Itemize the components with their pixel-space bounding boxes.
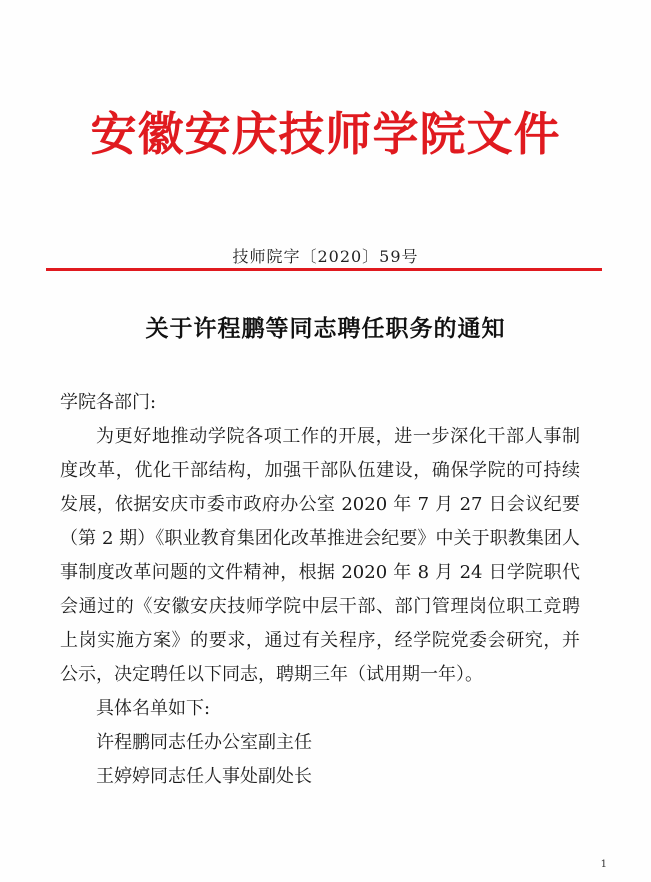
list-intro: 具体名单如下: [96, 698, 211, 719]
document-number: 技师院字〔2020〕59号 [232, 247, 419, 266]
salutation: 学院各部门: [60, 392, 157, 413]
body-paragraph: 为更好地推动学院各项工作的开展，进一步深化干部人事制度改革，优化干部结构，加强干部队伍建设，确保学院的可持续发展，依据安庆市委市政府办公室 2020 年 7 月 27 日会议纪要（第 2 期）《职业教育集团化改革推进会纪要》中关于职教集团人事制度改革问题的文件精神，根据 2020 年 8 月 24 日学院职代会通过的《安徽安庆技师学院中层干部、部门管理岗位职工竞聘上岗实施方案》的要求，通过有关程序，经学院党委会研究，并公示，决定聘任以下同志，聘期三年（试用期一年）。 [60, 426, 580, 685]
notice-title: 关于许程鹏等同志聘任职务的通知 [145, 315, 506, 342]
appointment-item: 许程鹏同志任办公室副主任 [96, 732, 312, 753]
red-divider-line [46, 268, 602, 271]
document-header-title: 安徽安庆技师学院文件 [90, 107, 561, 161]
page-number: 1 [600, 859, 607, 870]
notice-body [60, 386, 580, 794]
appointment-item: 王婷婷同志任人事处副处长 [96, 766, 312, 787]
